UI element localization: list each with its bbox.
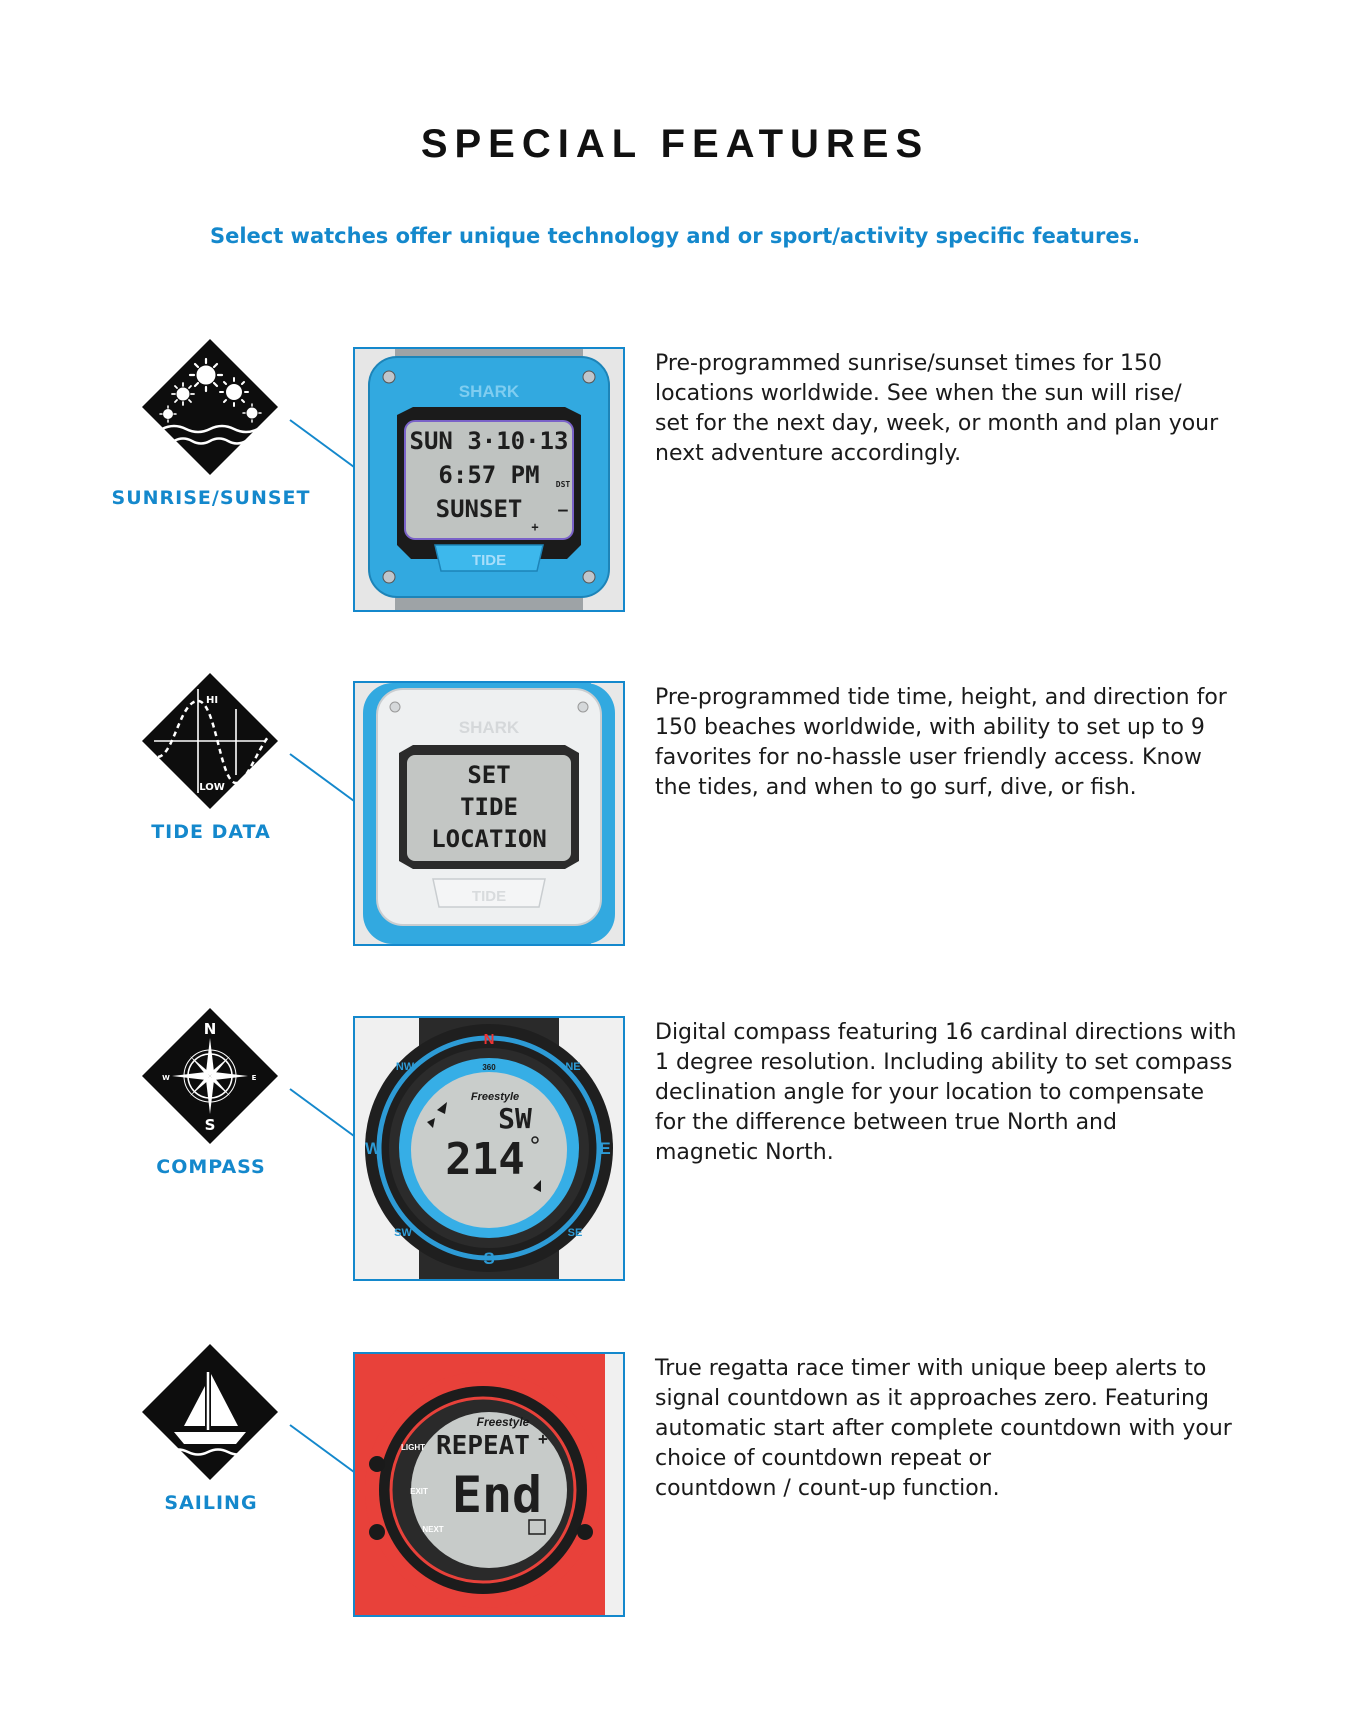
description-line: next adventure accordingly. — [655, 441, 962, 466]
lcd-line-2: 6:57 PM — [438, 461, 540, 489]
feature-label: TIDE DATA — [151, 821, 271, 843]
description-line: 1 degree resolution. Including ability to set compass — [655, 1050, 1233, 1075]
lcd-main-value: 214 — [445, 1134, 525, 1185]
side-label-light: LIGHT — [401, 1443, 425, 1452]
side-label-exit: EXIT — [410, 1487, 428, 1496]
compass-w-label: W — [162, 1074, 170, 1082]
watch-photo — [353, 1352, 625, 1617]
feature-sailing — [0, 1352, 1350, 1622]
compass-s-label: S — [204, 1116, 216, 1134]
connector-line — [290, 1086, 360, 1141]
compass-e-label: E — [251, 1074, 257, 1082]
watch-brand: SHARK — [458, 382, 520, 401]
description-line: signal countdown as it approaches zero. Featuring — [655, 1386, 1209, 1411]
feature-label: SAILING — [164, 1492, 258, 1514]
lcd-line-2: TIDE — [460, 793, 518, 821]
tide-low-label: LOW — [199, 782, 225, 793]
connector-line — [290, 751, 360, 806]
feature-label: COMPASS — [156, 1156, 266, 1178]
watch-button-label: TIDE — [471, 552, 507, 569]
watch-photo — [353, 347, 625, 612]
description-line: countdown / count-up function. — [655, 1476, 1000, 1501]
page-subtitle: Select watches offer unique technology and or sport/activity specific features. — [209, 224, 1141, 248]
lcd-line-3: LOCATION — [431, 825, 547, 853]
description-line: the tides, and when to go surf, dive, or fish. — [655, 775, 1137, 800]
sun-icon — [140, 337, 280, 477]
connector-line — [290, 417, 360, 472]
bezel-se: SE — [567, 1227, 583, 1239]
feature-compass — [0, 1016, 1350, 1286]
bezel-e: E — [599, 1139, 611, 1158]
feature-description — [655, 1018, 1295, 1168]
bezel-sw: SW — [394, 1227, 412, 1239]
page-title: SPECIAL FEATURES — [420, 122, 930, 166]
lcd-plus: + — [538, 1429, 548, 1448]
bezel-w: W — [364, 1139, 382, 1158]
lcd-line-1: SET — [467, 761, 511, 789]
feature-description — [655, 349, 1295, 469]
description-line: automatic start after complete countdown with your — [655, 1416, 1232, 1441]
sailboat-icon — [140, 1342, 280, 1482]
description-line: 150 beaches worldwide, with ability to set up to 9 — [655, 715, 1205, 740]
feature-label: SUNRISE/SUNSET — [111, 487, 311, 509]
watch-brand: Freestyle — [476, 1415, 530, 1429]
description-line: declination angle for your location to compensate — [655, 1080, 1205, 1105]
lcd-minus: – — [558, 500, 568, 519]
bezel-360: 360 — [482, 1063, 496, 1072]
tide-hi-label: HI — [205, 695, 219, 706]
description-line: True regatta race timer with unique beep alerts to — [655, 1356, 1207, 1381]
watch-brand: SHARK — [458, 718, 520, 737]
watch-brand: Freestyle — [470, 1091, 520, 1103]
description-line: for the difference between true North and — [655, 1110, 1117, 1135]
lcd-dst: DST — [555, 480, 571, 489]
compass-rose-icon — [140, 1006, 280, 1146]
description-line: set for the next day, week, or month and plan your — [655, 411, 1219, 436]
description-line: Pre-programmed tide time, height, and direction for — [655, 685, 1227, 710]
description-line: Pre-programmed sunrise/sunset times for 150 — [655, 351, 1163, 376]
watch-photo — [353, 1016, 625, 1281]
description-line: choice of countdown repeat or — [655, 1446, 992, 1471]
bezel-ne: NE — [565, 1061, 581, 1073]
watch-button-label: TIDE — [471, 888, 507, 905]
feature-description — [655, 683, 1295, 803]
description-line: favorites for no-hassle user friendly access. Know — [655, 745, 1202, 770]
lcd-main-value: End — [451, 1466, 543, 1524]
connector-line — [290, 1422, 360, 1477]
lcd-top-value: REPEAT — [436, 1431, 530, 1461]
feature-description — [655, 1354, 1295, 1504]
side-label-next: NEXT — [422, 1525, 444, 1534]
lcd-plus: + — [531, 520, 539, 534]
compass-n-label: N — [203, 1020, 217, 1038]
description-line: locations worldwide. See when the sun will rise/ — [655, 381, 1182, 406]
lcd-line-1: SUN 3·10·13 — [409, 427, 569, 455]
feature-sunrise-sunset — [0, 347, 1350, 617]
tide-graph-icon — [140, 671, 280, 811]
description-line: Digital compass featuring 16 cardinal directions with — [655, 1020, 1237, 1045]
feature-tide-data — [0, 681, 1350, 951]
description-line: magnetic North. — [655, 1140, 834, 1165]
bezel-nw: NW — [395, 1061, 415, 1073]
lcd-top-value: SW — [498, 1102, 532, 1135]
bezel-n: N — [483, 1031, 495, 1048]
bezel-s: S — [483, 1249, 495, 1268]
watch-photo — [353, 681, 625, 946]
lcd-line-3: SUNSET — [435, 495, 523, 523]
